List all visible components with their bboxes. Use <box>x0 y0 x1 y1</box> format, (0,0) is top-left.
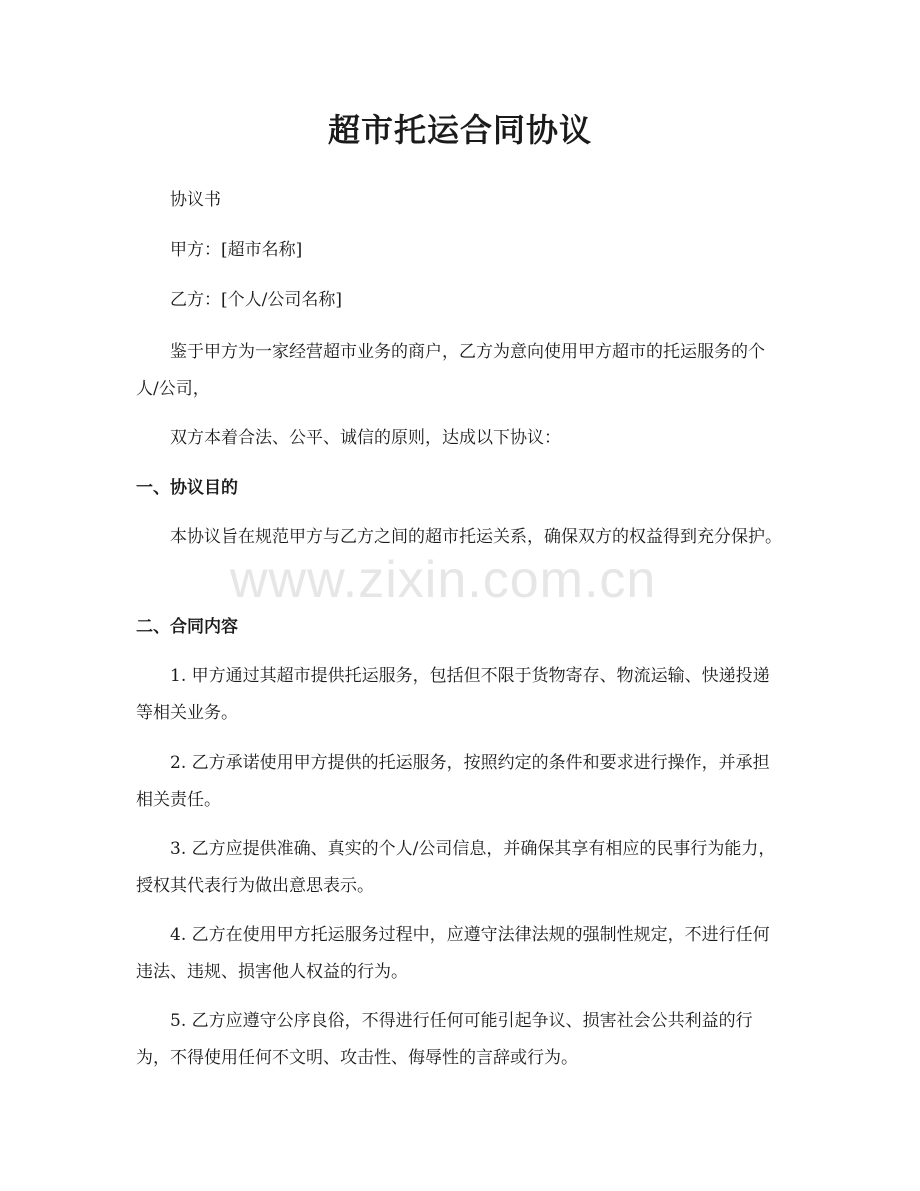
clause-2: 2. 乙方承诺使用甲方提供的托运服务，按照约定的条件和要求进行操作，并承担相关责任。 <box>136 753 770 810</box>
whereas-paragraph: 鉴于甲方为一家经营超市业务的商户，乙方为意向使用甲方超市的托运服务的个人/公司， <box>136 342 765 399</box>
section-2-heading: 二、合同内容 <box>136 617 238 637</box>
intro-label: 协议书 <box>170 190 221 210</box>
section-1-heading: 一、协议目的 <box>136 478 238 498</box>
watermark-text: www.zixin.com.cn <box>230 551 657 609</box>
clause-1: 1. 甲方通过其超市提供托运服务，包括但不限于货物寄存、物流运输、快递投递等相关业务。 <box>136 666 770 723</box>
party-a-line: 甲方：[超市名称] <box>170 240 303 260</box>
document-title: 超市托运合同协议 <box>327 111 592 149</box>
principle-paragraph: 双方本着合法、公平、诚信的原则，达成以下协议： <box>170 428 561 448</box>
clause-4: 4. 乙方在使用甲方托运服务过程中，应遵守法律法规的强制性规定，不进行任何违法、违规、损害他人权益的行为。 <box>136 925 770 982</box>
clause-3: 3. 乙方应提供准确、真实的个人/公司信息，并确保其享有相应的民事行为能力，授权其代表行为做出意思表示。 <box>136 839 776 896</box>
party-b-line: 乙方：[个人/公司名称] <box>170 290 342 310</box>
section-1-text: 本协议旨在规范甲方与乙方之间的超市托运关系，确保双方的权益得到充分保护。 <box>170 527 782 547</box>
clause-5: 5. 乙方应遵守公序良俗，不得进行任何可能引起争议、损害社会公共利益的行为，不得使用任何不文明、攻击性、侮辱性的言辞或行为。 <box>136 1011 753 1068</box>
